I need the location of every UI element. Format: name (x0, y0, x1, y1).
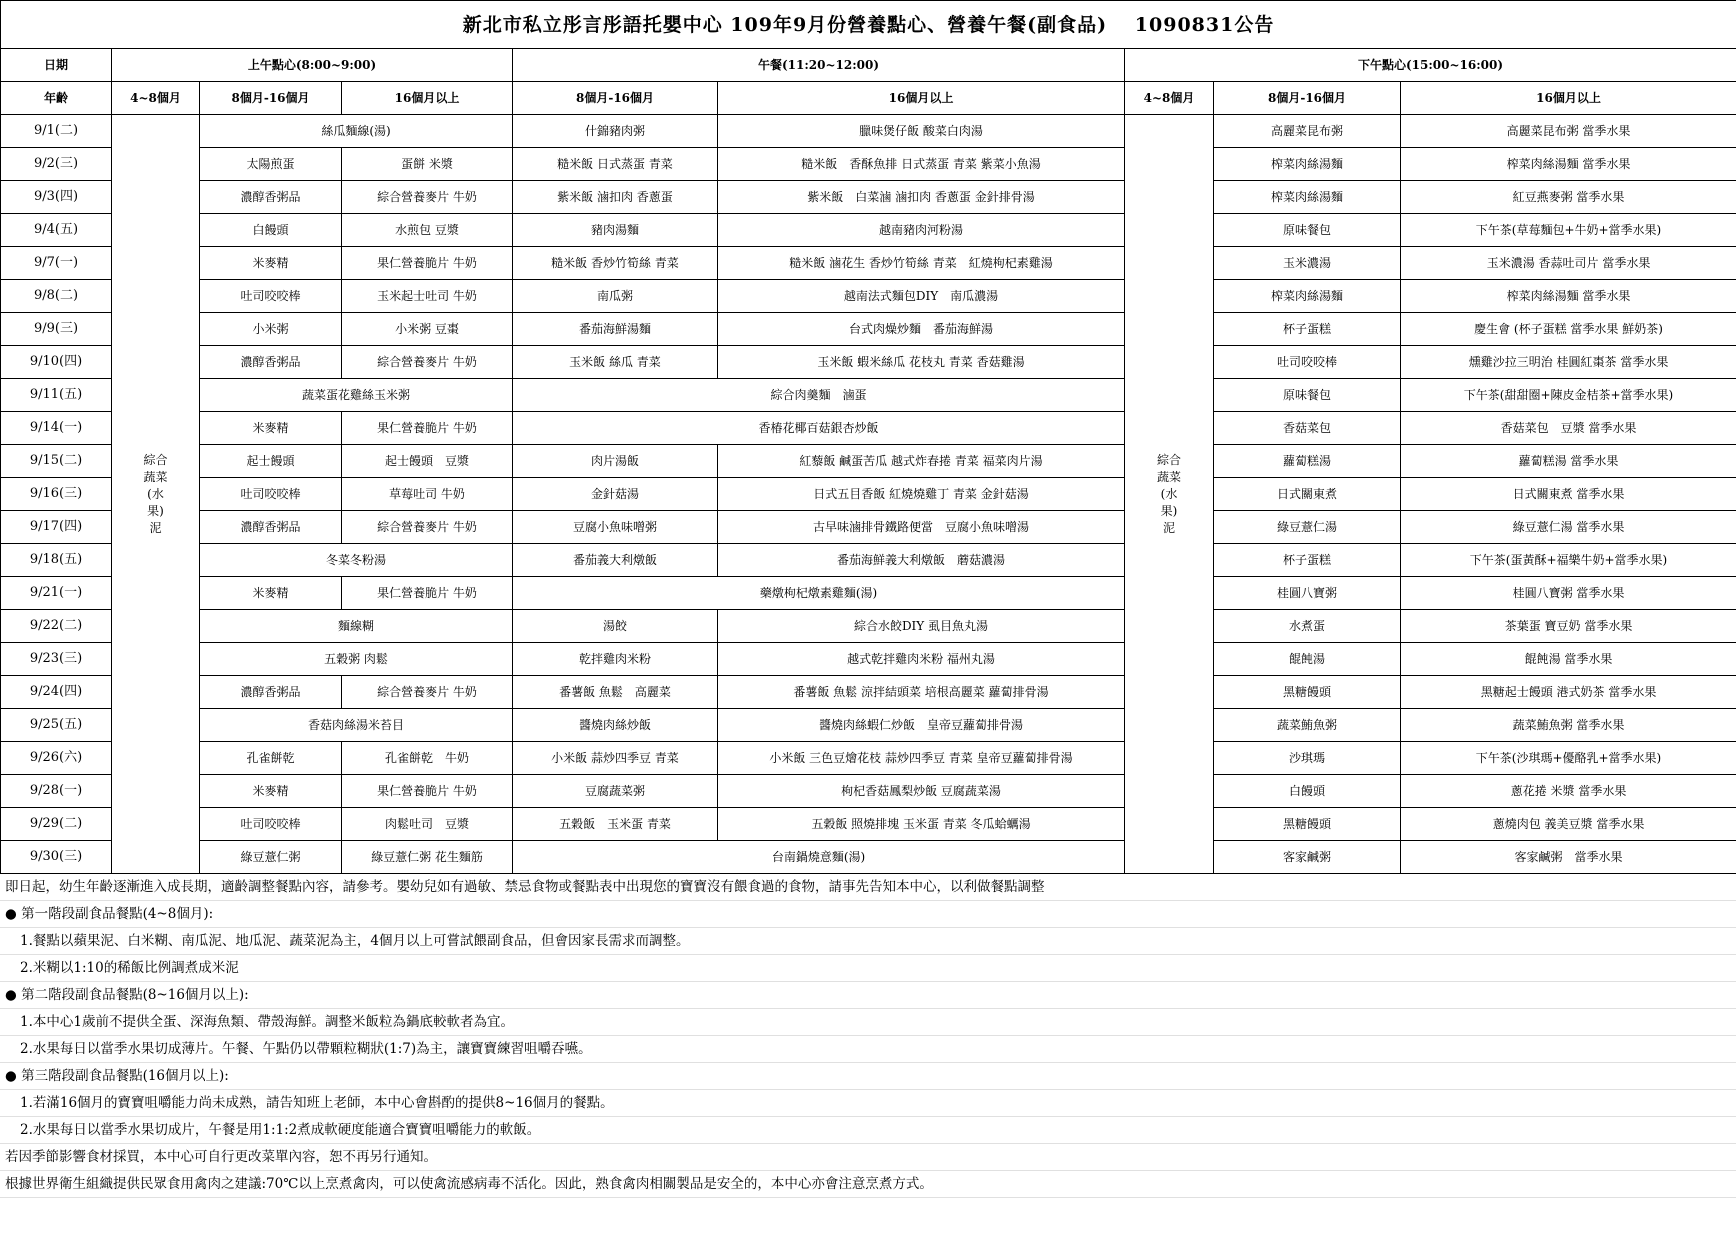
afternoon-snack-8-16-cell: 日式關東煮 (1214, 478, 1401, 511)
date-cell: 9/26(六) (1, 742, 112, 775)
lunch-16-plus-cell: 古早味滷排骨鐵路便當 豆腐小魚味噌湯 (718, 511, 1125, 544)
title-row (1, 1, 1736, 49)
header-morning-age-4-8: 4~8個月 (112, 82, 200, 115)
date-cell: 9/25(五) (1, 709, 112, 742)
afternoon-snack-8-16-cell: 吐司咬咬棒 (1214, 346, 1401, 379)
afternoon-snack-16-plus-cell: 高麗菜昆布粥 當季水果 (1401, 115, 1736, 148)
lunch-16-plus-cell: 番薯飯 魚鬆 涼拌結頭菜 培根高麗菜 蘿蔔排骨湯 (718, 676, 1125, 709)
morning-snack-16-plus-cell: 綠豆薏仁粥 花生麵筋 (342, 841, 513, 874)
afternoon-snack-16-plus-cell: 慶生會 (杯子蛋糕 當季水果 鮮奶茶) (1401, 313, 1736, 346)
date-cell: 9/14(一) (1, 412, 112, 445)
afternoon-snack-8-16-cell: 原味餐包 (1214, 214, 1401, 247)
date-cell: 9/2(三) (1, 148, 112, 181)
table-row (1, 676, 1736, 709)
header-lunch: 午餐(11:20~12:00) (513, 49, 1125, 82)
afternoon-snack-16-plus-cell: 黑糖起士饅頭 港式奶茶 當季水果 (1401, 676, 1736, 709)
morning-snack-8-16-cell: 米麥精 (200, 247, 342, 280)
notes-heading: ● 第三階段副食品餐點(16個月以上): (0, 1063, 1736, 1090)
morning-snack-8-16-cell: 小米粥 (200, 313, 342, 346)
afternoon-snack-16-plus-cell: 蘿蔔糕湯 當季水果 (1401, 445, 1736, 478)
lunch-16-plus-cell: 綜合水餃DIY 虱目魚丸湯 (718, 610, 1125, 643)
morning-snack-8-16-cell: 吐司咬咬棒 (200, 478, 342, 511)
morning-snack-8-16-cell: 濃醇香粥品 (200, 181, 342, 214)
morning-snack-16-plus-cell: 孔雀餅乾 牛奶 (342, 742, 513, 775)
notes-section (0, 874, 1736, 1198)
table-row (1, 478, 1736, 511)
notes-line: 即日起，幼生年齡逐漸進入成長期，適齡調整餐點內容，請參考。嬰幼兒如有過敏、禁忌食物或餐點表中出現您的寶寶沒有餵食過的食物，請事先告知本中心，以利做餐點調整 (0, 874, 1736, 901)
morning-snack-8-16-cell: 孔雀餅乾 (200, 742, 342, 775)
afternoon-snack-8-16-cell: 高麗菜昆布粥 (1214, 115, 1401, 148)
afternoon-snack-16-plus-cell: 榨菜肉絲湯麵 當季水果 (1401, 148, 1736, 181)
lunch-16-plus-cell: 越南豬肉河粉湯 (718, 214, 1125, 247)
notes-line: 根據世界衛生組織提供民眾食用禽肉之建議:70℃以上烹煮禽肉，可以使禽流感病毒不活化。因此，熟食禽肉相關製品是安全的，本中心亦會注意烹煮方式。 (0, 1171, 1736, 1198)
morning-snack-16-plus-cell: 果仁營養脆片 牛奶 (342, 577, 513, 610)
date-cell: 9/24(四) (1, 676, 112, 709)
morning-snack-16-plus-cell: 草莓吐司 牛奶 (342, 478, 513, 511)
date-cell: 9/11(五) (1, 379, 112, 412)
table-row (1, 775, 1736, 808)
morning-snack-cell: 蔬菜蛋花雞絲玉米粥 (200, 379, 513, 412)
afternoon-snack-8-16-cell: 杯子蛋糕 (1214, 544, 1401, 577)
date-cell: 9/23(三) (1, 643, 112, 676)
morning-snack-8-16-cell: 濃醇香粥品 (200, 511, 342, 544)
afternoon-snack-16-plus-cell: 玉米濃湯 香蒜吐司片 當季水果 (1401, 247, 1736, 280)
afternoon-snack-8-16-cell: 蔬菜鮪魚粥 (1214, 709, 1401, 742)
date-cell: 9/15(二) (1, 445, 112, 478)
table-row (1, 214, 1736, 247)
morning-snack-8-16-cell: 太陽煎蛋 (200, 148, 342, 181)
morning-snack-8-16-cell: 起士饅頭 (200, 445, 342, 478)
lunch-16-plus-cell: 台式肉燥炒麵 番茄海鮮湯 (718, 313, 1125, 346)
lunch-8-16-cell: 乾拌雞肉米粉 (513, 643, 718, 676)
afternoon-snack-8-16-cell: 白饅頭 (1214, 775, 1401, 808)
lunch-8-16-cell: 番薯飯 魚鬆 高麗菜 (513, 676, 718, 709)
notes-line: 1.若滿16個月的寶寶咀嚼能力尚未成熟，請告知班上老師，本中心會斟酌的提供8~16個月的餐點。 (0, 1090, 1736, 1117)
morning-snack-16-plus-cell: 小米粥 豆棗 (342, 313, 513, 346)
afternoon-snack-16-plus-cell: 下午茶(沙琪瑪+優酪乳+當季水果) (1401, 742, 1736, 775)
date-cell: 9/22(二) (1, 610, 112, 643)
table-row (1, 148, 1736, 181)
lunch-8-16-cell: 豆腐小魚味噌粥 (513, 511, 718, 544)
afternoon-snack-16-plus-cell: 下午茶(草莓麵包+牛奶+當季水果) (1401, 214, 1736, 247)
morning-snack-cell: 麵線糊 (200, 610, 513, 643)
morning-snack-8-16-cell: 吐司咬咬棒 (200, 280, 342, 313)
morning-snack-16-plus-cell: 綜合營養麥片 牛奶 (342, 346, 513, 379)
afternoon-snack-16-plus-cell: 蔥燒肉包 義美豆漿 當季水果 (1401, 808, 1736, 841)
header-row-ages (1, 82, 1736, 115)
afternoon-snack-16-plus-cell: 下午茶(蛋黃酥+福樂牛奶+當季水果) (1401, 544, 1736, 577)
date-cell: 9/7(一) (1, 247, 112, 280)
afternoon-snack-16-plus-cell: 榨菜肉絲湯麵 當季水果 (1401, 280, 1736, 313)
morning-snack-8-16-cell: 白饅頭 (200, 214, 342, 247)
afternoon-snack-16-plus-cell: 餛飩湯 當季水果 (1401, 643, 1736, 676)
lunch-16-plus-cell: 越式乾拌雞肉米粉 福州丸湯 (718, 643, 1125, 676)
page-title: 新北市私立彤言彤語托嬰中心 109年9月份營養點心、營養午餐(副食品) 1090831公告 (1, 1, 1736, 49)
date-cell: 9/3(四) (1, 181, 112, 214)
date-cell: 9/10(四) (1, 346, 112, 379)
infant-morning-label: 綜合蔬菜(水果)泥 (143, 452, 168, 535)
afternoon-snack-16-plus-cell: 桂圓八寶粥 當季水果 (1401, 577, 1736, 610)
lunch-16-plus-cell: 番茄海鮮義大利燉飯 蘑菇濃湯 (718, 544, 1125, 577)
table-row (1, 280, 1736, 313)
afternoon-snack-8-16-cell: 榨菜肉絲湯麵 (1214, 148, 1401, 181)
afternoon-snack-8-16-cell: 桂圓八寶粥 (1214, 577, 1401, 610)
date-cell: 9/16(三) (1, 478, 112, 511)
table-row (1, 412, 1736, 445)
afternoon-snack-16-plus-cell: 茶葉蛋 寶豆奶 當季水果 (1401, 610, 1736, 643)
morning-snack-cell: 五穀粥 肉鬆 (200, 643, 513, 676)
table-row (1, 181, 1736, 214)
header-afternoon-age-8-16: 8個月-16個月 (1214, 82, 1401, 115)
lunch-8-16-cell: 醬燒肉絲炒飯 (513, 709, 718, 742)
lunch-8-16-cell: 小米飯 蒜炒四季豆 青菜 (513, 742, 718, 775)
date-cell: 9/9(三) (1, 313, 112, 346)
afternoon-snack-16-plus-cell: 香菇菜包 豆漿 當季水果 (1401, 412, 1736, 445)
notes-line: 2.米糊以1:10的稀飯比例調煮成米泥 (0, 955, 1736, 982)
lunch-8-16-cell: 湯餃 (513, 610, 718, 643)
lunch-8-16-cell: 肉片湯飯 (513, 445, 718, 478)
table-row (1, 841, 1736, 874)
header-afternoon-age-4-8: 4~8個月 (1125, 82, 1214, 115)
afternoon-snack-8-16-cell: 黑糖饅頭 (1214, 676, 1401, 709)
lunch-8-16-cell: 紫米飯 滷扣肉 香蔥蛋 (513, 181, 718, 214)
date-cell: 9/4(五) (1, 214, 112, 247)
lunch-8-16-cell: 豬肉湯麵 (513, 214, 718, 247)
lunch-8-16-cell: 豆腐蔬菜粥 (513, 775, 718, 808)
afternoon-snack-8-16-cell: 客家鹹粥 (1214, 841, 1401, 874)
lunch-8-16-cell: 玉米飯 絲瓜 青菜 (513, 346, 718, 379)
date-cell: 9/18(五) (1, 544, 112, 577)
morning-snack-8-16-cell: 濃醇香粥品 (200, 346, 342, 379)
header-afternoon-age-16-plus: 16個月以上 (1401, 82, 1736, 115)
lunch-8-16-cell: 糙米飯 香炒竹筍絲 青菜 (513, 247, 718, 280)
lunch-8-16-cell: 番茄義大利燉飯 (513, 544, 718, 577)
morning-snack-16-plus-cell: 蛋餅 米漿 (342, 148, 513, 181)
header-morning-snack: 上午點心(8:00~9:00) (112, 49, 513, 82)
morning-snack-16-plus-cell: 綜合營養麥片 牛奶 (342, 676, 513, 709)
lunch-16-plus-cell: 紫米飯 白菜滷 滷扣肉 香蔥蛋 金針排骨湯 (718, 181, 1125, 214)
date-cell: 9/8(二) (1, 280, 112, 313)
header-morning-age-16-plus: 16個月以上 (342, 82, 513, 115)
header-lunch-age-8-16: 8個月-16個月 (513, 82, 718, 115)
lunch-8-16-cell: 金針菇湯 (513, 478, 718, 511)
afternoon-snack-8-16-cell: 玉米濃湯 (1214, 247, 1401, 280)
date-cell: 9/17(四) (1, 511, 112, 544)
date-cell: 9/21(一) (1, 577, 112, 610)
afternoon-snack-8-16-cell: 原味餐包 (1214, 379, 1401, 412)
afternoon-snack-16-plus-cell: 客家鹹粥 當季水果 (1401, 841, 1736, 874)
lunch-16-plus-cell: 小米飯 三色豆燴花枝 蒜炒四季豆 青菜 皇帝豆蘿蔔排骨湯 (718, 742, 1125, 775)
lunch-8-16-cell: 五穀飯 玉米蛋 青菜 (513, 808, 718, 841)
header-row-meals (1, 49, 1736, 82)
afternoon-snack-8-16-cell: 蘿蔔糕湯 (1214, 445, 1401, 478)
table-row (1, 742, 1736, 775)
table-row (1, 346, 1736, 379)
notes-line: 若因季節影響食材採買，本中心可自行更改菜單內容，恕不再另行通知。 (0, 1144, 1736, 1171)
afternoon-snack-8-16-cell: 香菇菜包 (1214, 412, 1401, 445)
lunch-16-plus-cell: 臘味煲仔飯 酸菜白肉湯 (718, 115, 1125, 148)
afternoon-snack-16-plus-cell: 蔬菜鮪魚粥 當季水果 (1401, 709, 1736, 742)
morning-snack-cell: 絲瓜麵線(湯) (200, 115, 513, 148)
table-row (1, 577, 1736, 610)
afternoon-snack-16-plus-cell: 蔥花捲 米漿 當季水果 (1401, 775, 1736, 808)
infant-afternoon-cell (1125, 115, 1214, 874)
header-age: 年齡 (1, 82, 112, 115)
morning-snack-16-plus-cell: 肉鬆吐司 豆漿 (342, 808, 513, 841)
menu-table-body (1, 1, 1736, 874)
table-row (1, 115, 1736, 148)
morning-snack-16-plus-cell: 綜合營養麥片 牛奶 (342, 511, 513, 544)
notes-line: 2.水果每日以當季水果切成片，午餐是用1:1:2煮成軟硬度能適合寶寶咀嚼能力的軟飯。 (0, 1117, 1736, 1144)
morning-snack-16-plus-cell: 果仁營養脆片 牛奶 (342, 412, 513, 445)
morning-snack-16-plus-cell: 果仁營養脆片 牛奶 (342, 247, 513, 280)
notes-heading: ● 第二階段副食品餐點(8~16個月以上): (0, 982, 1736, 1009)
lunch-16-plus-cell: 枸杞香菇鳳梨炒飯 豆腐蔬菜湯 (718, 775, 1125, 808)
afternoon-snack-8-16-cell: 餛飩湯 (1214, 643, 1401, 676)
lunch-16-plus-cell: 紅藜飯 鹹蛋苦瓜 越式炸春捲 青菜 福菜肉片湯 (718, 445, 1125, 478)
morning-snack-16-plus-cell: 玉米起士吐司 牛奶 (342, 280, 513, 313)
lunch-16-plus-cell: 醬燒肉絲蝦仁炒飯 皇帝豆蘿蔔排骨湯 (718, 709, 1125, 742)
lunch-16-plus-cell: 玉米飯 蝦米絲瓜 花枝丸 青菜 香菇雞湯 (718, 346, 1125, 379)
notes-heading: ● 第一階段副食品餐點(4~8個月): (0, 901, 1736, 928)
lunch-cell: 台南鍋燒意麵(湯) (513, 841, 1125, 874)
header-morning-age-8-16: 8個月-16個月 (200, 82, 342, 115)
morning-snack-8-16-cell: 米麥精 (200, 775, 342, 808)
afternoon-snack-16-plus-cell: 日式關東煮 當季水果 (1401, 478, 1736, 511)
table-row (1, 511, 1736, 544)
afternoon-snack-16-plus-cell: 下午茶(甜甜圈+陳皮金桔茶+當季水果) (1401, 379, 1736, 412)
notes-line: 2.水果每日以當季水果切成薄片。午餐、午點仍以帶顆粒糊狀(1:7)為主，讓寶寶練習咀嚼吞嚥。 (0, 1036, 1736, 1063)
table-row (1, 247, 1736, 280)
lunch-16-plus-cell: 糙米飯 香酥魚排 日式蒸蛋 青菜 紫菜小魚湯 (718, 148, 1125, 181)
header-afternoon-snack: 下午點心(15:00~16:00) (1125, 49, 1736, 82)
morning-snack-8-16-cell: 米麥精 (200, 412, 342, 445)
lunch-8-16-cell: 南瓜粥 (513, 280, 718, 313)
afternoon-snack-16-plus-cell: 綠豆薏仁湯 當季水果 (1401, 511, 1736, 544)
notes-line: 1.餐點以蘋果泥、白米糊、南瓜泥、地瓜泥、蔬菜泥為主，4個月以上可嘗試餵副食品，但會因家長需求而調整。 (0, 928, 1736, 955)
infant-afternoon-label: 綜合蔬菜(水果)泥 (1156, 452, 1181, 535)
afternoon-snack-8-16-cell: 榨菜肉絲湯麵 (1214, 280, 1401, 313)
morning-snack-16-plus-cell: 果仁營養脆片 牛奶 (342, 775, 513, 808)
table-row (1, 313, 1736, 346)
morning-snack-cell: 冬菜冬粉湯 (200, 544, 513, 577)
header-date: 日期 (1, 49, 112, 82)
afternoon-snack-16-plus-cell: 紅豆燕麥粥 當季水果 (1401, 181, 1736, 214)
lunch-cell: 綜合肉羹麵 滷蛋 (513, 379, 1125, 412)
lunch-16-plus-cell: 日式五目香飯 紅燒燒雞丁 青菜 金針菇湯 (718, 478, 1125, 511)
afternoon-snack-8-16-cell: 水煮蛋 (1214, 610, 1401, 643)
lunch-cell: 藥燉枸杞燉素雞麵(湯) (513, 577, 1125, 610)
table-row (1, 445, 1736, 478)
lunch-16-plus-cell: 糙米飯 滷花生 香炒竹筍絲 青菜 紅燒枸杞素雞湯 (718, 247, 1125, 280)
lunch-8-16-cell: 番茄海鮮湯麵 (513, 313, 718, 346)
afternoon-snack-8-16-cell: 杯子蛋糕 (1214, 313, 1401, 346)
date-cell: 9/29(二) (1, 808, 112, 841)
morning-snack-8-16-cell: 吐司咬咬棒 (200, 808, 342, 841)
date-cell: 9/1(二) (1, 115, 112, 148)
morning-snack-8-16-cell: 綠豆薏仁粥 (200, 841, 342, 874)
table-row (1, 643, 1736, 676)
morning-snack-16-plus-cell: 綜合營養麥片 牛奶 (342, 181, 513, 214)
notes-line: 1.本中心1歲前不提供全蛋、深海魚類、帶殼海鮮。調整米飯粒為鍋底較軟者為宜。 (0, 1009, 1736, 1036)
morning-snack-8-16-cell: 濃醇香粥品 (200, 676, 342, 709)
table-row (1, 610, 1736, 643)
date-cell: 9/30(三) (1, 841, 112, 874)
lunch-16-plus-cell: 越南法式麵包DIY 南瓜濃湯 (718, 280, 1125, 313)
table-row (1, 808, 1736, 841)
lunch-8-16-cell: 糙米飯 日式蒸蛋 青菜 (513, 148, 718, 181)
date-cell: 9/28(一) (1, 775, 112, 808)
table-row (1, 709, 1736, 742)
lunch-cell: 香椿花椰百菇銀杏炒飯 (513, 412, 1125, 445)
afternoon-snack-8-16-cell: 榨菜肉絲湯麵 (1214, 181, 1401, 214)
afternoon-snack-8-16-cell: 黑糖饅頭 (1214, 808, 1401, 841)
header-lunch-age-16-plus: 16個月以上 (718, 82, 1125, 115)
morning-snack-16-plus-cell: 水煎包 豆漿 (342, 214, 513, 247)
lunch-8-16-cell: 什錦豬肉粥 (513, 115, 718, 148)
table-row (1, 379, 1736, 412)
infant-morning-cell (112, 115, 200, 874)
morning-snack-8-16-cell: 米麥精 (200, 577, 342, 610)
afternoon-snack-8-16-cell: 綠豆薏仁湯 (1214, 511, 1401, 544)
afternoon-snack-8-16-cell: 沙琪瑪 (1214, 742, 1401, 775)
table-row (1, 544, 1736, 577)
lunch-16-plus-cell: 五穀飯 照燒排塊 玉米蛋 青菜 冬瓜蛤蠣湯 (718, 808, 1125, 841)
morning-snack-16-plus-cell: 起士饅頭 豆漿 (342, 445, 513, 478)
morning-snack-cell: 香菇肉絲湯米苔目 (200, 709, 513, 742)
afternoon-snack-16-plus-cell: 燻雞沙拉三明治 桂圓紅棗茶 當季水果 (1401, 346, 1736, 379)
